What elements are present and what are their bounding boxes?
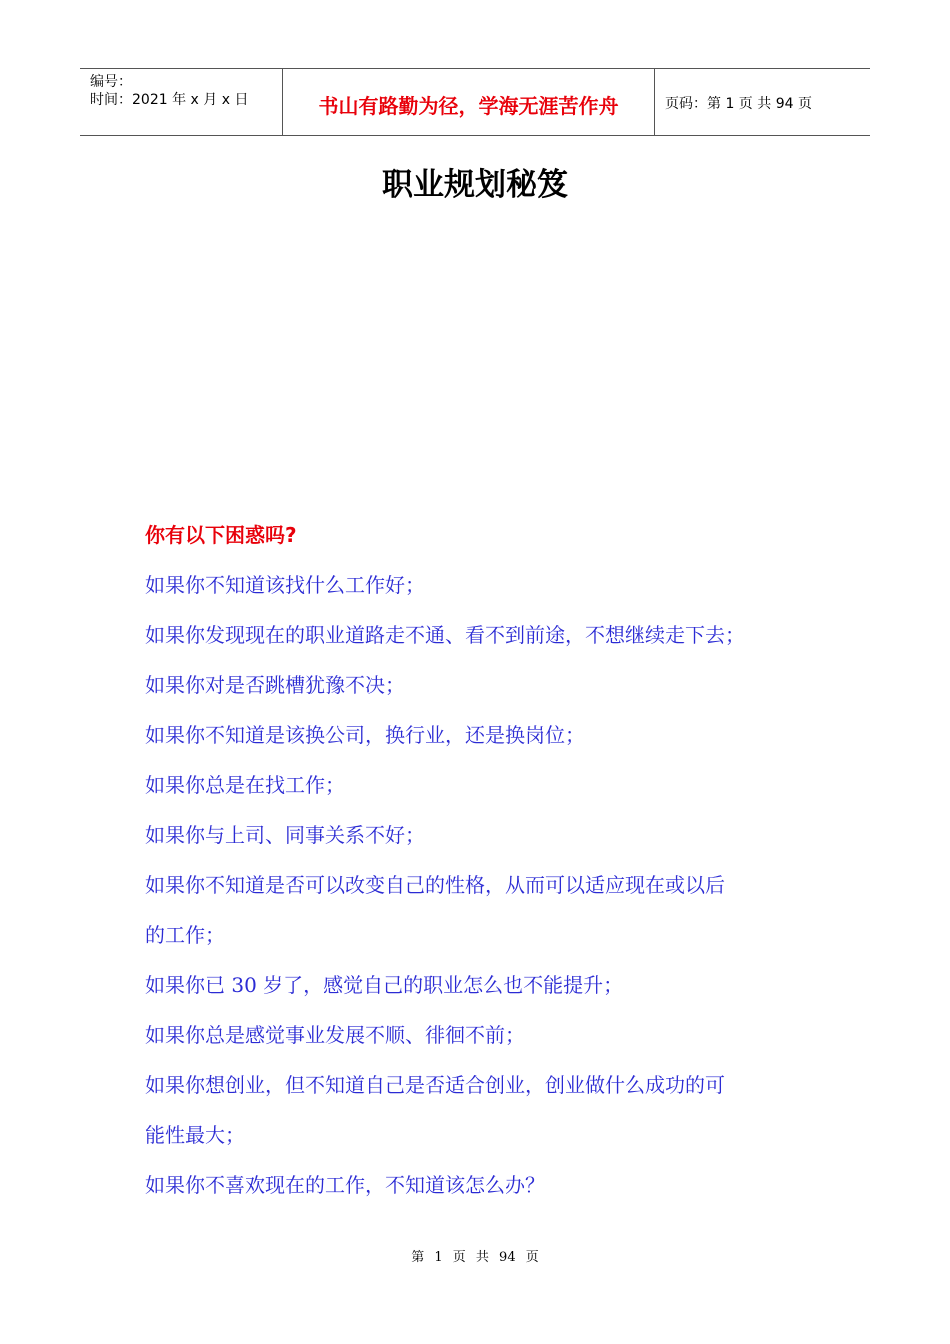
list-item: 能性最大； — [145, 1123, 245, 1147]
header-motto: 书山有路勤为径，学海无涯苦作舟 — [282, 69, 655, 135]
list-item: 如果你想创业，但不知道自己是否适合创业，创业做什么成功的可 — [145, 1073, 725, 1097]
list-item: 如果你与上司、同事关系不好； — [145, 823, 425, 847]
header-meta — [80, 69, 282, 135]
list-item: 如果你不知道是该换公司，换行业，还是换岗位； — [145, 723, 585, 747]
document-time-label: 时间：2021 年 x 月 x 日 — [90, 92, 249, 108]
list-item: 如果你已 30 岁了，感觉自己的职业怎么也不能提升； — [145, 973, 624, 997]
list-item: 如果你不知道是否可以改变自己的性格，从而可以适应现在或以后 — [145, 873, 725, 897]
list-item: 如果你总是在找工作； — [145, 773, 345, 797]
list-item: 如果你发现现在的职业道路走不通、看不到前途，不想继续走下去； — [145, 623, 745, 647]
page-footer: 第 1 页 共 94 页 — [411, 1250, 539, 1265]
list-item: 的工作； — [145, 923, 225, 947]
section-question: 你有以下困惑吗? — [145, 523, 297, 547]
document-number-label: 编号： — [90, 74, 132, 90]
page-header — [80, 68, 870, 136]
list-item: 如果你对是否跳槽犹豫不决； — [145, 673, 405, 697]
question-list — [145, 560, 825, 1210]
list-item: 如果你不知道该找什么工作好； — [145, 573, 425, 597]
list-item: 如果你总是感觉事业发展不顺、徘徊不前； — [145, 1023, 525, 1047]
document-body — [145, 510, 825, 1210]
header-page-info: 页码：第 1 页 共 94 页 — [665, 96, 812, 112]
document-title: 职业规划秘笈 — [382, 167, 568, 203]
list-item: 如果你不喜欢现在的工作，不知道该怎么办？ — [145, 1173, 545, 1197]
